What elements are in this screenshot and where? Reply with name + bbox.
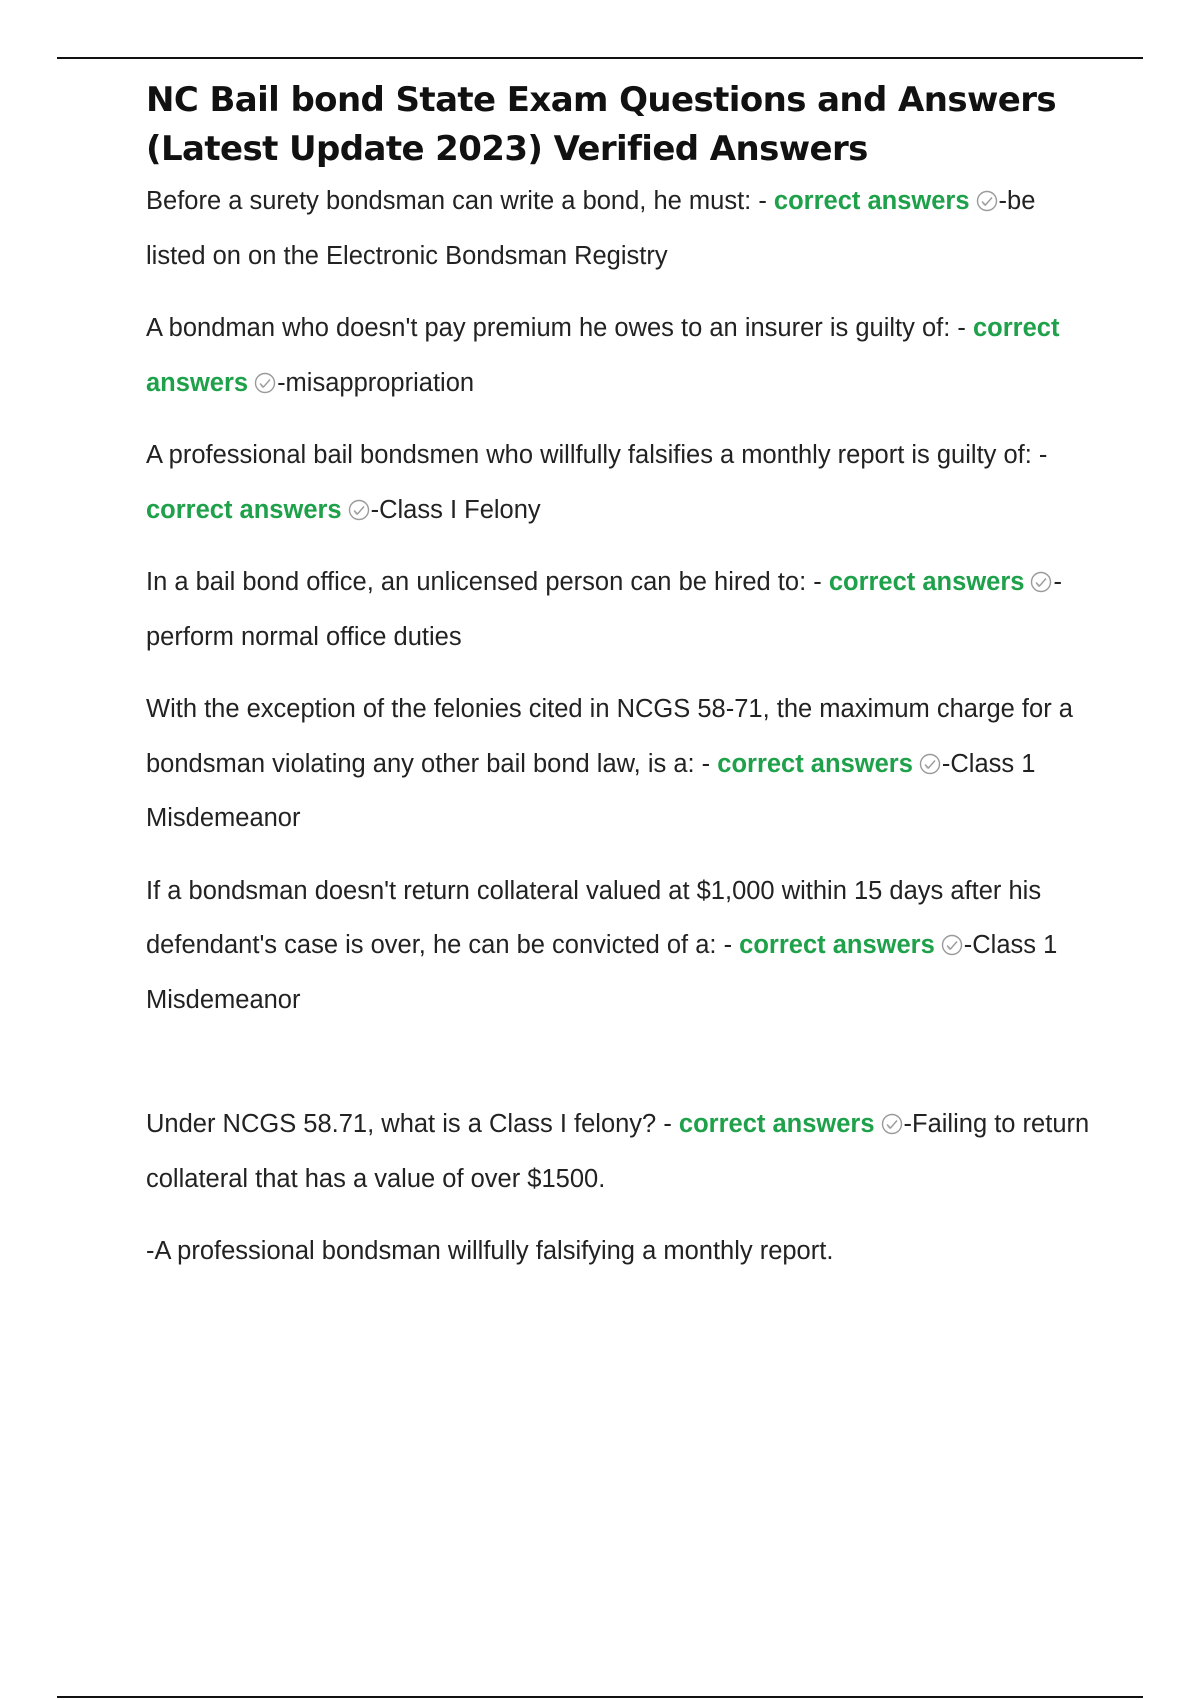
correct-answers-label: correct answers — [717, 749, 913, 778]
question-text: Before a surety bondsman can write a bond, he must: - — [146, 187, 774, 215]
correct-answers-label: correct answers — [146, 314, 1060, 397]
document-title: NC Bail bond State Exam Questions and Answers (Latest Update 2023) Verified Answers — [146, 80, 1057, 169]
qa-item — [146, 174, 1096, 283]
check-circle-icon — [1030, 571, 1052, 593]
correct-answers-label: correct answers — [773, 187, 970, 215]
qa-item — [146, 301, 1096, 410]
qa-item — [146, 682, 1096, 846]
question-text: With the exception of the felonies cited in NCGS 58-71, the maximum charge for a bondsman violating any other bail bond law, is a: - — [146, 695, 1073, 778]
check-circle-icon — [941, 934, 963, 956]
question-text: Under NCGS 58.71, what is a Class I felony? - — [146, 1110, 679, 1138]
answer-text: -Class 1 Misdemeanor — [146, 931, 1058, 1014]
answer-text: -be listed on on the Electronic Bondsman Registry — [146, 187, 1036, 270]
question-text: In a bail bond office, an unlicensed person can be hired to: - — [146, 568, 829, 596]
check-circle-icon — [919, 753, 941, 775]
qa-item — [146, 428, 1096, 537]
top-rule — [57, 57, 1143, 59]
correct-answers-label: correct answers — [739, 931, 935, 959]
answer-text: -Failing to return collateral that has a value of over $1500. — [146, 1110, 1090, 1193]
check-circle-icon — [348, 499, 370, 521]
correct-answers-label: correct answers — [828, 568, 1025, 596]
correct-answers-label: correct answers — [146, 495, 342, 524]
qa-item — [146, 864, 1096, 1028]
answer-text: -Class 1 Misdemeanor — [146, 749, 1036, 832]
answer-text: -misappropriation — [277, 368, 475, 397]
check-circle-icon — [881, 1113, 903, 1135]
answer-text: -Class I Felony — [370, 495, 541, 524]
document-body — [146, 76, 1096, 1297]
check-circle-icon — [254, 372, 276, 394]
qa-item — [146, 555, 1096, 664]
question-text: A professional bail bondsmen who willfully falsifies a monthly report is guilty of: - — [146, 441, 1048, 469]
question-text: A bondman who doesn't pay premium he owes to an insurer is guilty of: - — [146, 314, 973, 342]
question-text: If a bondsman doesn't return collateral valued at $1,000 within 15 days after his defendant's case is over, he can be convicted of a: - — [146, 876, 1042, 959]
answer-text: -perform normal office duties — [146, 568, 1062, 651]
trailing-line: -A professional bondsman willfully falsifying a monthly report. — [146, 1237, 834, 1265]
qa-item — [146, 1097, 1096, 1206]
check-circle-icon — [976, 190, 998, 212]
bottom-rule — [57, 1696, 1143, 1698]
correct-answers-label: correct answers — [678, 1110, 875, 1138]
